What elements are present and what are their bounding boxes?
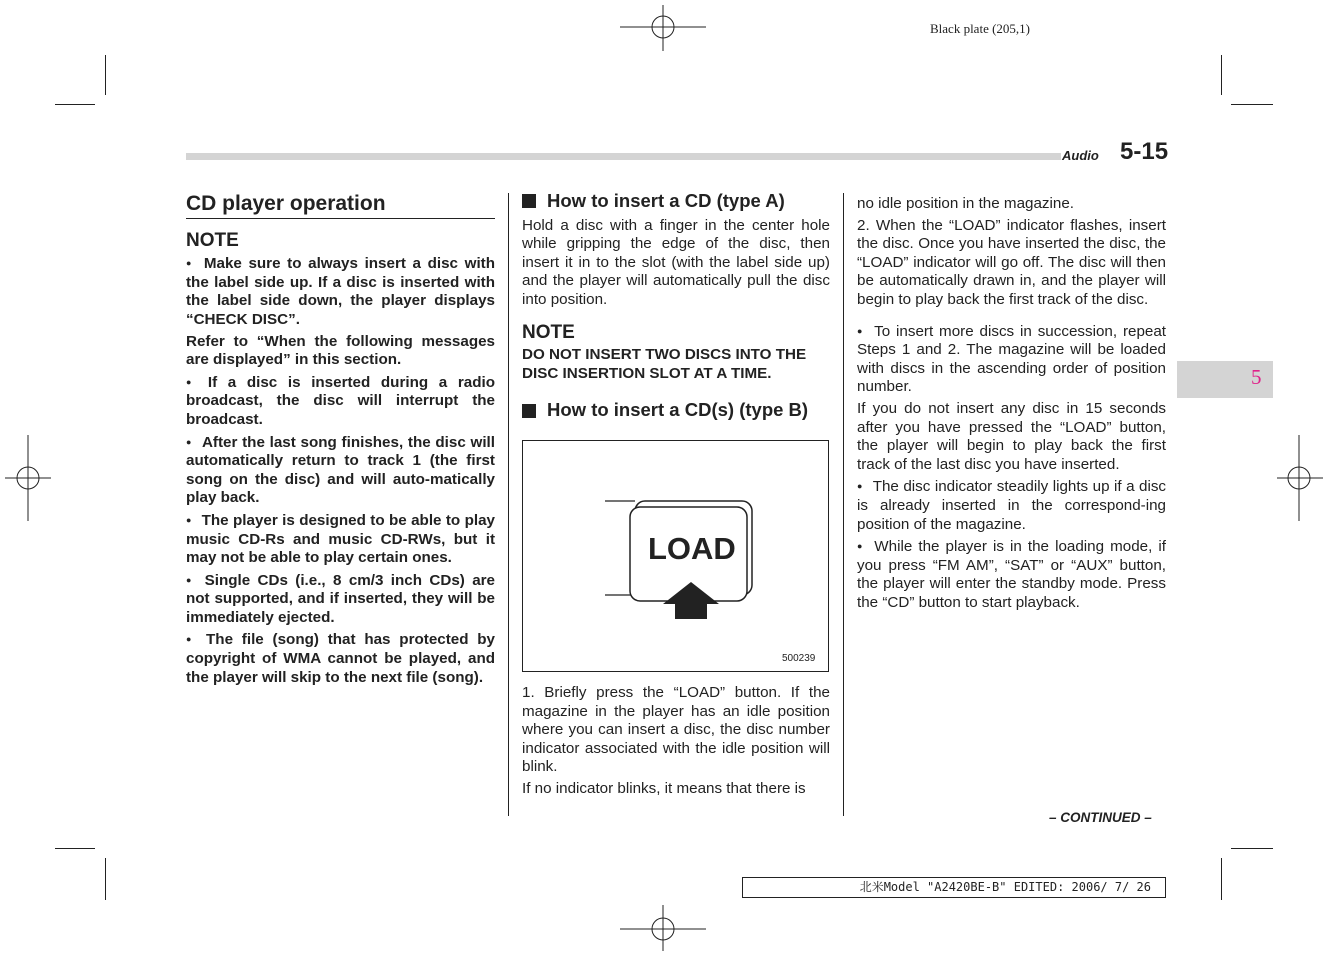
note-item: ● Single CDs (i.e., 8 cm/3 inch CDs) are not supported, and if inserted, they will be immediately ejected. — [186, 571, 495, 628]
bullet-item: ● The disc indicator steadily lights up if a disc is already inserted in the correspond-ing position of the magazine. — [857, 477, 1166, 534]
paragraph: Hold a disc with a finger in the center hole while gripping the edge of the disc, then insert it in to the slot (with the label side up) and the player will automatically pull the disc into position. — [522, 216, 830, 308]
crop-mark — [1221, 858, 1222, 900]
column-3 — [857, 195, 1166, 615]
crop-mark — [105, 858, 106, 900]
column-1 — [186, 192, 496, 690]
section-name: Audio — [1062, 148, 1099, 163]
header-bar — [186, 153, 1061, 160]
step-2: 2. When the “LOAD” indicator flashes, insert the disc. Once you have inserted the disc, the “LOAD” indicator will go off. The disc will then be automatically drawn in, and the player will begin to play back the first track of the disc. — [857, 216, 1166, 308]
registration-mark-right — [1277, 435, 1323, 521]
heading-type-a: How to insert a CD (type A) — [522, 192, 830, 211]
chapter-number: 5 — [1251, 365, 1262, 389]
figure-id: 500239 — [782, 653, 816, 664]
note-item: ● After the last song finishes, the disc will automatically return to track 1 (the first song on the disc) and will auto-matically play back. — [186, 433, 495, 508]
note-heading: NOTE — [522, 321, 575, 343]
page-number: 5-15 — [1120, 138, 1169, 165]
load-button-figure — [522, 440, 829, 672]
registration-mark-bottom — [620, 905, 706, 951]
note-heading: NOTE — [186, 229, 239, 251]
note-item: ● Make sure to always insert a disc with the label side up. If a disc is inserted with the label side down, the player displays “CHECK DISC”. — [186, 254, 495, 329]
registration-mark-left — [5, 435, 51, 521]
paragraph: If you do not insert any disc in 15 seconds after you have pressed the “LOAD” button, the player will begin to play back the first track of the last disc you have inserted. — [857, 399, 1166, 473]
registration-mark-top — [620, 5, 706, 51]
note-item: ● If a disc is inserted during a radio broadcast, the disc will interrupt the broadcast. — [186, 373, 495, 430]
note-reference: Refer to “When the following messages are displayed” in this section. — [186, 332, 495, 369]
column-2-steps — [522, 684, 830, 802]
crop-mark — [55, 848, 95, 849]
square-bullet-icon — [522, 194, 536, 208]
heading-type-b: How to insert a CD(s) (type B) — [522, 401, 830, 420]
note-item: ● The file (song) that has protected by copyright of WMA cannot be played, and the player will skip to the next file (song). — [186, 630, 495, 687]
column-2 — [522, 192, 830, 426]
crop-mark — [1231, 848, 1273, 849]
crop-mark — [1221, 55, 1222, 95]
crop-mark — [1231, 104, 1273, 105]
square-bullet-icon — [522, 404, 536, 418]
title-rule — [186, 218, 495, 219]
crop-mark — [55, 104, 95, 105]
column-divider — [508, 193, 509, 816]
paragraph: no idle position in the magazine. — [857, 195, 1074, 212]
footer-edit-info: 北米Model "A2420BE-B" EDITED: 2006/ 7/ 26 — [742, 877, 1166, 898]
crop-mark — [105, 55, 106, 95]
load-button-label: LOAD — [648, 531, 736, 566]
section-title: CD player operation — [186, 192, 386, 215]
bullet-item: ● To insert more discs in succession, repeat Steps 1 and 2. The magazine will be loaded with discs in the ascending order of position number. — [857, 322, 1166, 397]
step-1-continued: If no indicator blinks, it means that there is — [522, 779, 806, 797]
step-1: 1. Briefly press the “LOAD” button. If the magazine in the player has an idle position where you can insert a disc, the disc number indicator associated with the idle position will blink. — [522, 684, 830, 776]
chapter-tab — [1177, 361, 1273, 398]
bullet-item: ● While the player is in the loading mode, if you press “FM AM”, “SAT” or “AUX” button, the player will enter the standby mode. Press the “CD” button to start playback. — [857, 537, 1166, 612]
continued-label: – CONTINUED – — [1049, 810, 1152, 825]
plate-label: Black plate (205,1) — [930, 21, 1030, 36]
note-text: DO NOT INSERT TWO DISCS INTO THE DISC INSERTION SLOT AT A TIME. — [522, 346, 807, 382]
column-divider — [843, 193, 844, 816]
note-item: ● The player is designed to be able to play music CD-Rs and music CD-RWs, but it may not be able to play certain ones. — [186, 511, 495, 568]
